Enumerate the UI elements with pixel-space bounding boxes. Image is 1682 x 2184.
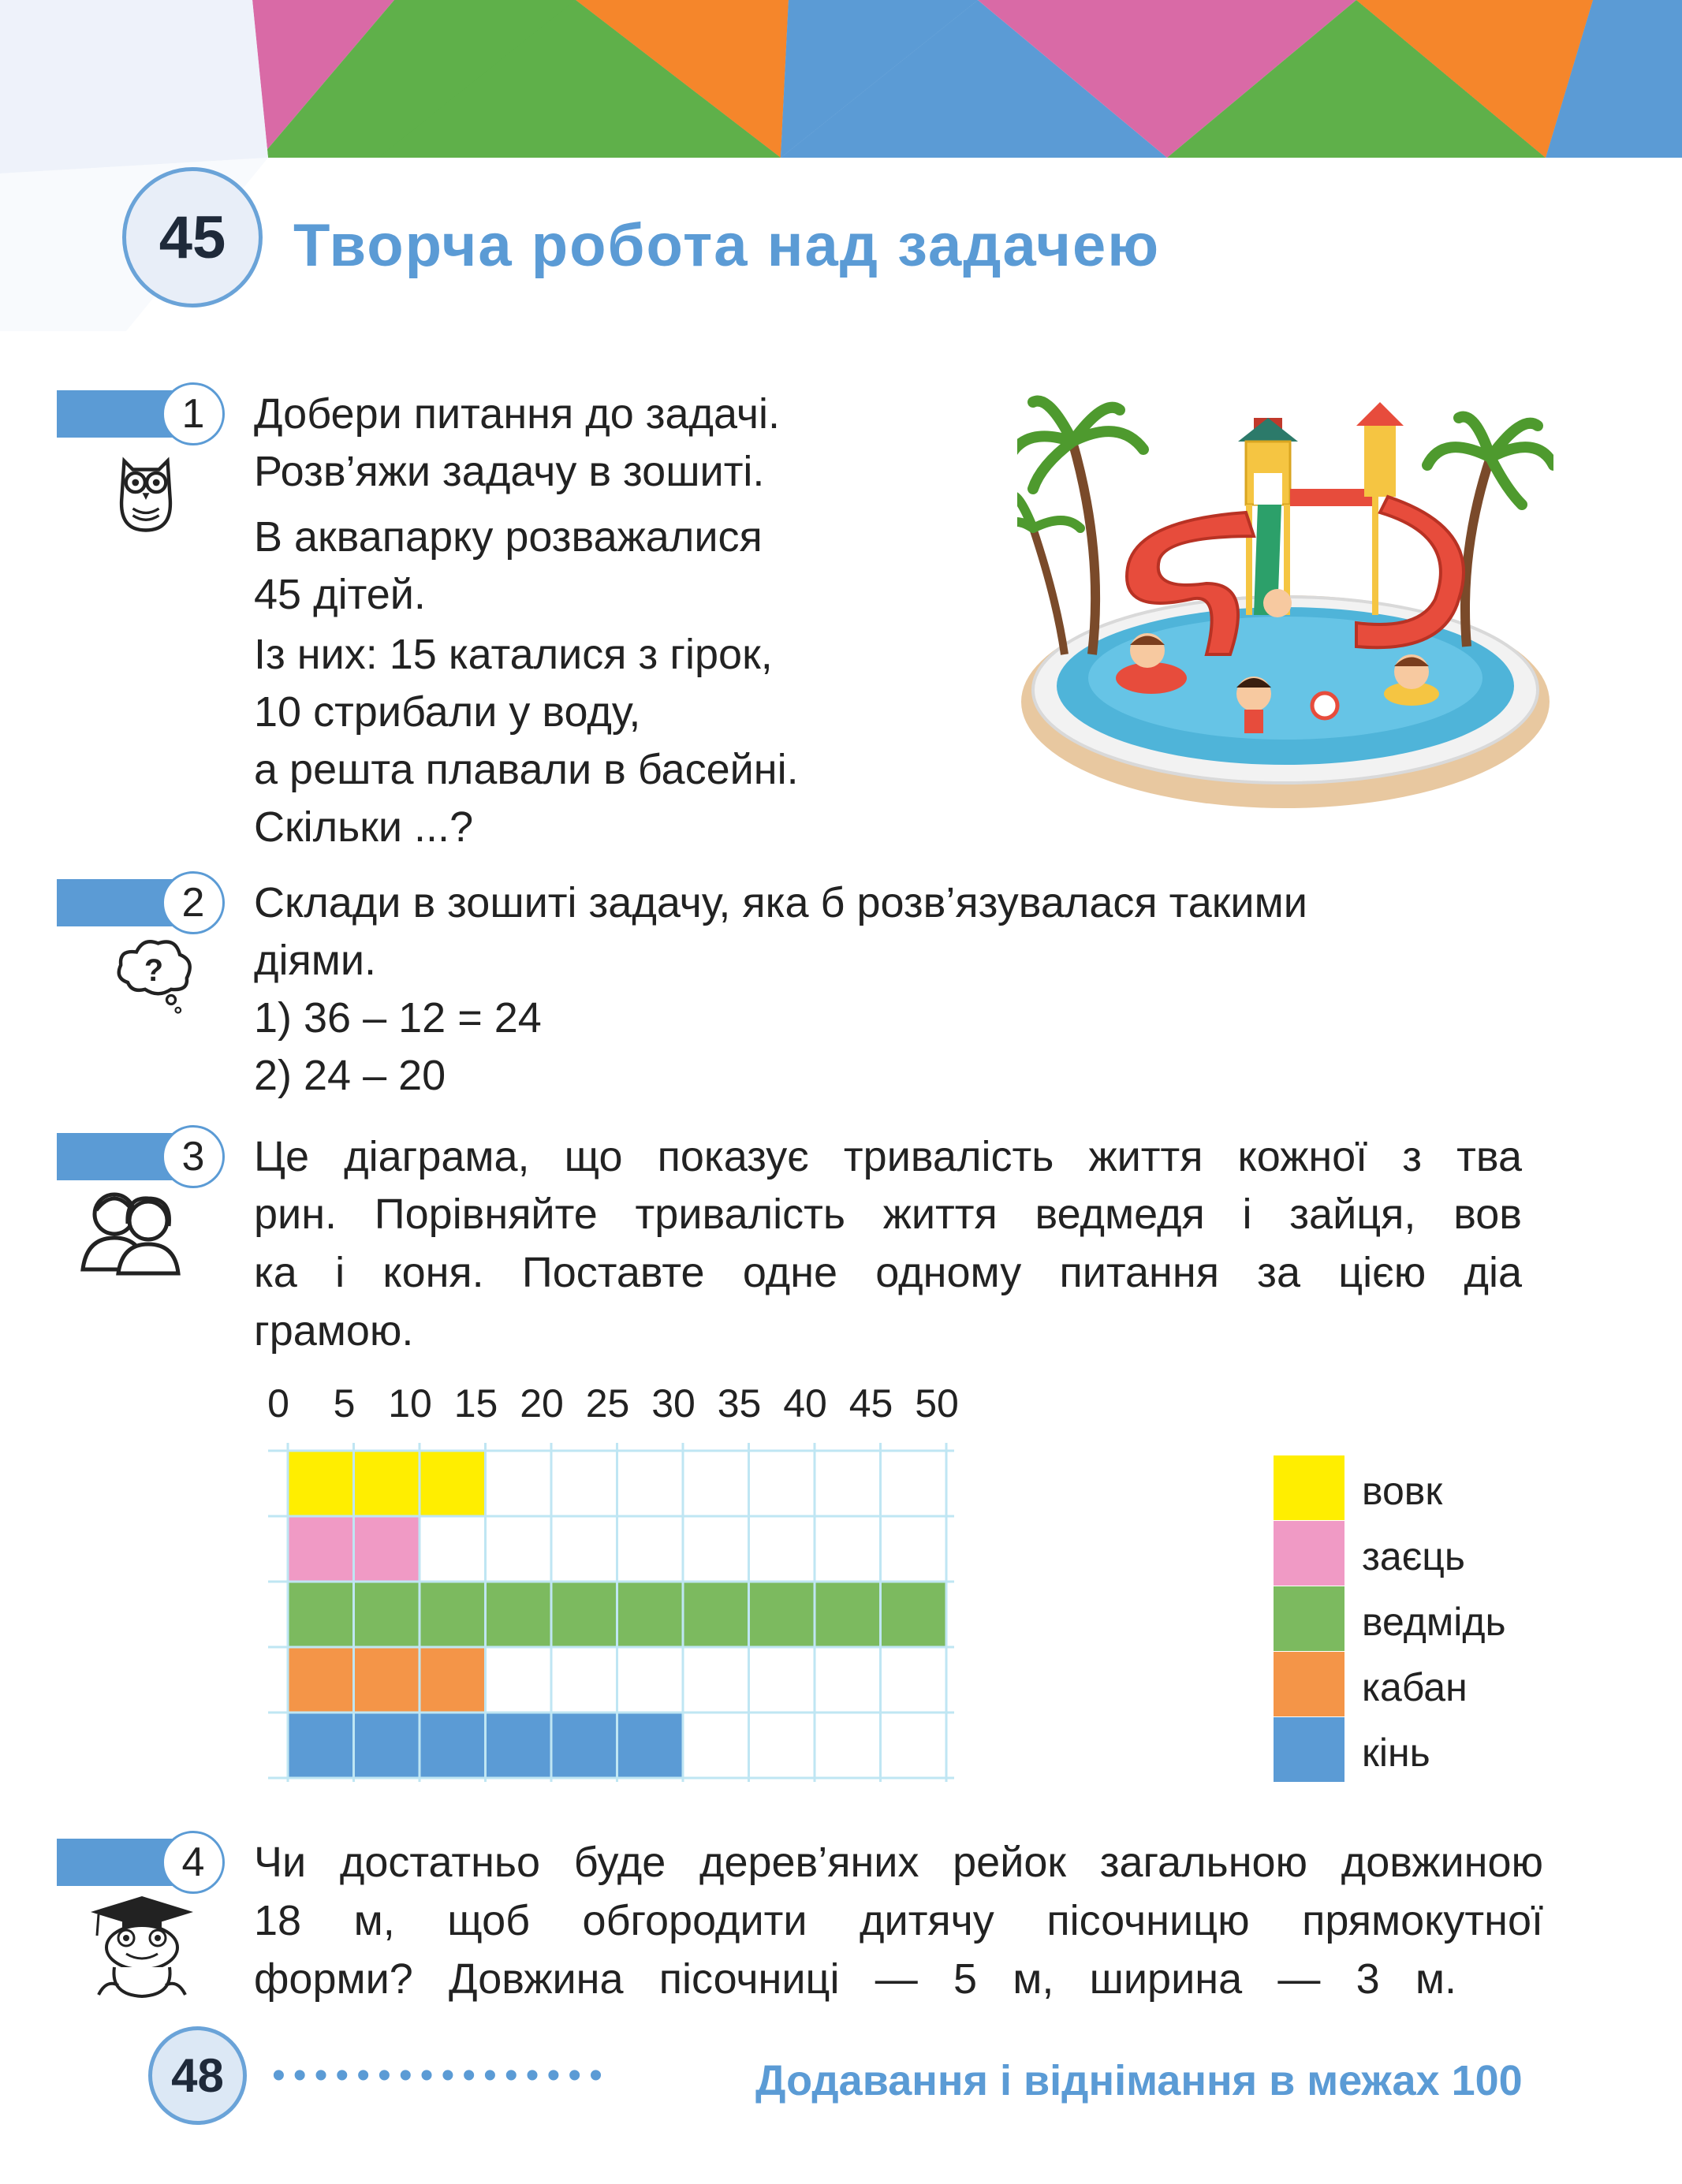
task-3-number: 3: [162, 1125, 225, 1188]
legend-swatch-boar: [1274, 1652, 1344, 1716]
legend-swatch-horse: [1274, 1717, 1344, 1782]
owl-icon: [103, 448, 189, 535]
task-4-line-2: 18 м, щоб обгородити дитячу пісочницю прямокутної: [254, 1897, 1543, 1944]
lesson-number: 45: [122, 167, 263, 307]
page-number: 48: [148, 2026, 247, 2125]
task-1-line-7: а решта плавали в басейні.: [254, 746, 799, 793]
task-3-line-1: Це діаграма, що показує тривалість життя кожної з тва: [254, 1133, 1522, 1180]
task-3-line-4: грамою.: [254, 1307, 414, 1355]
frog-graduate-icon: [75, 1892, 193, 2003]
section-title: Додавання і віднімання в межах 100: [755, 2057, 1523, 2104]
x-tick-label: 10: [388, 1381, 432, 1426]
task-1-line-3: В аквапарку розважалися: [254, 513, 763, 561]
task-2-number: 2: [162, 871, 225, 934]
task-1-line-1: Добери питання до задачі.: [254, 390, 781, 438]
x-tick-label: 30: [651, 1381, 696, 1426]
x-tick-label: 50: [915, 1381, 959, 1426]
task-1-line-6: 10 стрибали у воду,: [254, 688, 641, 736]
task-2-line-4: 2) 24 – 20: [254, 1052, 446, 1099]
task-3-line-2: рин. Порівняйте тривалість життя ведмедя і зайця, вов: [254, 1191, 1522, 1238]
x-tick-label: 40: [783, 1381, 827, 1426]
task-4-line-3: форми? Довжина пісочниці — 5 м, ширина — 3 м.: [254, 1955, 1456, 2003]
task-1-line-4: 45 дітей.: [254, 571, 426, 618]
x-tick-label: 0: [267, 1381, 289, 1426]
task-1-line-8: Скільки ...?: [254, 803, 474, 851]
x-tick-label: 35: [717, 1381, 762, 1426]
lesson-title: Творча робота над задачею: [293, 212, 1161, 279]
task-4-number: 4: [162, 1831, 225, 1894]
x-tick-label: 45: [848, 1381, 893, 1426]
task-1-number: 1: [162, 382, 225, 445]
x-tick-label: 25: [585, 1381, 630, 1426]
legend-label-hare: заєць: [1362, 1534, 1465, 1578]
task-1-line-2: Розв’яжи задачу в зошиті.: [254, 448, 765, 495]
task-2-line-3: 1) 36 – 12 = 24: [254, 994, 542, 1042]
bar-3: [288, 1647, 486, 1713]
footer-dots: ••••••••••••••••: [272, 2055, 610, 2096]
legend-label-wolf: вовк: [1362, 1469, 1443, 1513]
legend-swatch-wolf: [1274, 1455, 1344, 1520]
task-3-line-3: ка і коня. Поставте одне одному питання за цією діа: [254, 1249, 1522, 1296]
bar-0: [288, 1451, 486, 1516]
pair-work-icon: [79, 1183, 181, 1277]
x-tick-label: 15: [453, 1381, 498, 1426]
task-4-line-1: Чи достатньо буде дерев’яних рейок загальною довжиною: [254, 1839, 1543, 1886]
task-2-line-2: діями.: [254, 937, 377, 984]
task-2-line-1: Склади в зошиті задачу, яка б розв’язувалася такими: [254, 879, 1307, 926]
task-1-line-5: Із них: 15 каталися з гірок,: [254, 631, 773, 678]
x-tick-label: 5: [333, 1381, 356, 1426]
water-park-pool-icon: [1017, 394, 1553, 820]
legend-label-boar: кабан: [1362, 1665, 1468, 1709]
legend-swatch-bear: [1274, 1586, 1344, 1651]
question-cloud-icon: [110, 930, 197, 1017]
svg-text:?: ?: [144, 952, 164, 988]
x-tick-label: 20: [520, 1381, 564, 1426]
legend-label-bear: ведмідь: [1362, 1600, 1506, 1644]
lifespan-bar-chart: [252, 1372, 978, 1813]
legend-swatch-hare: [1274, 1521, 1344, 1586]
legend-label-horse: кінь: [1362, 1731, 1430, 1775]
